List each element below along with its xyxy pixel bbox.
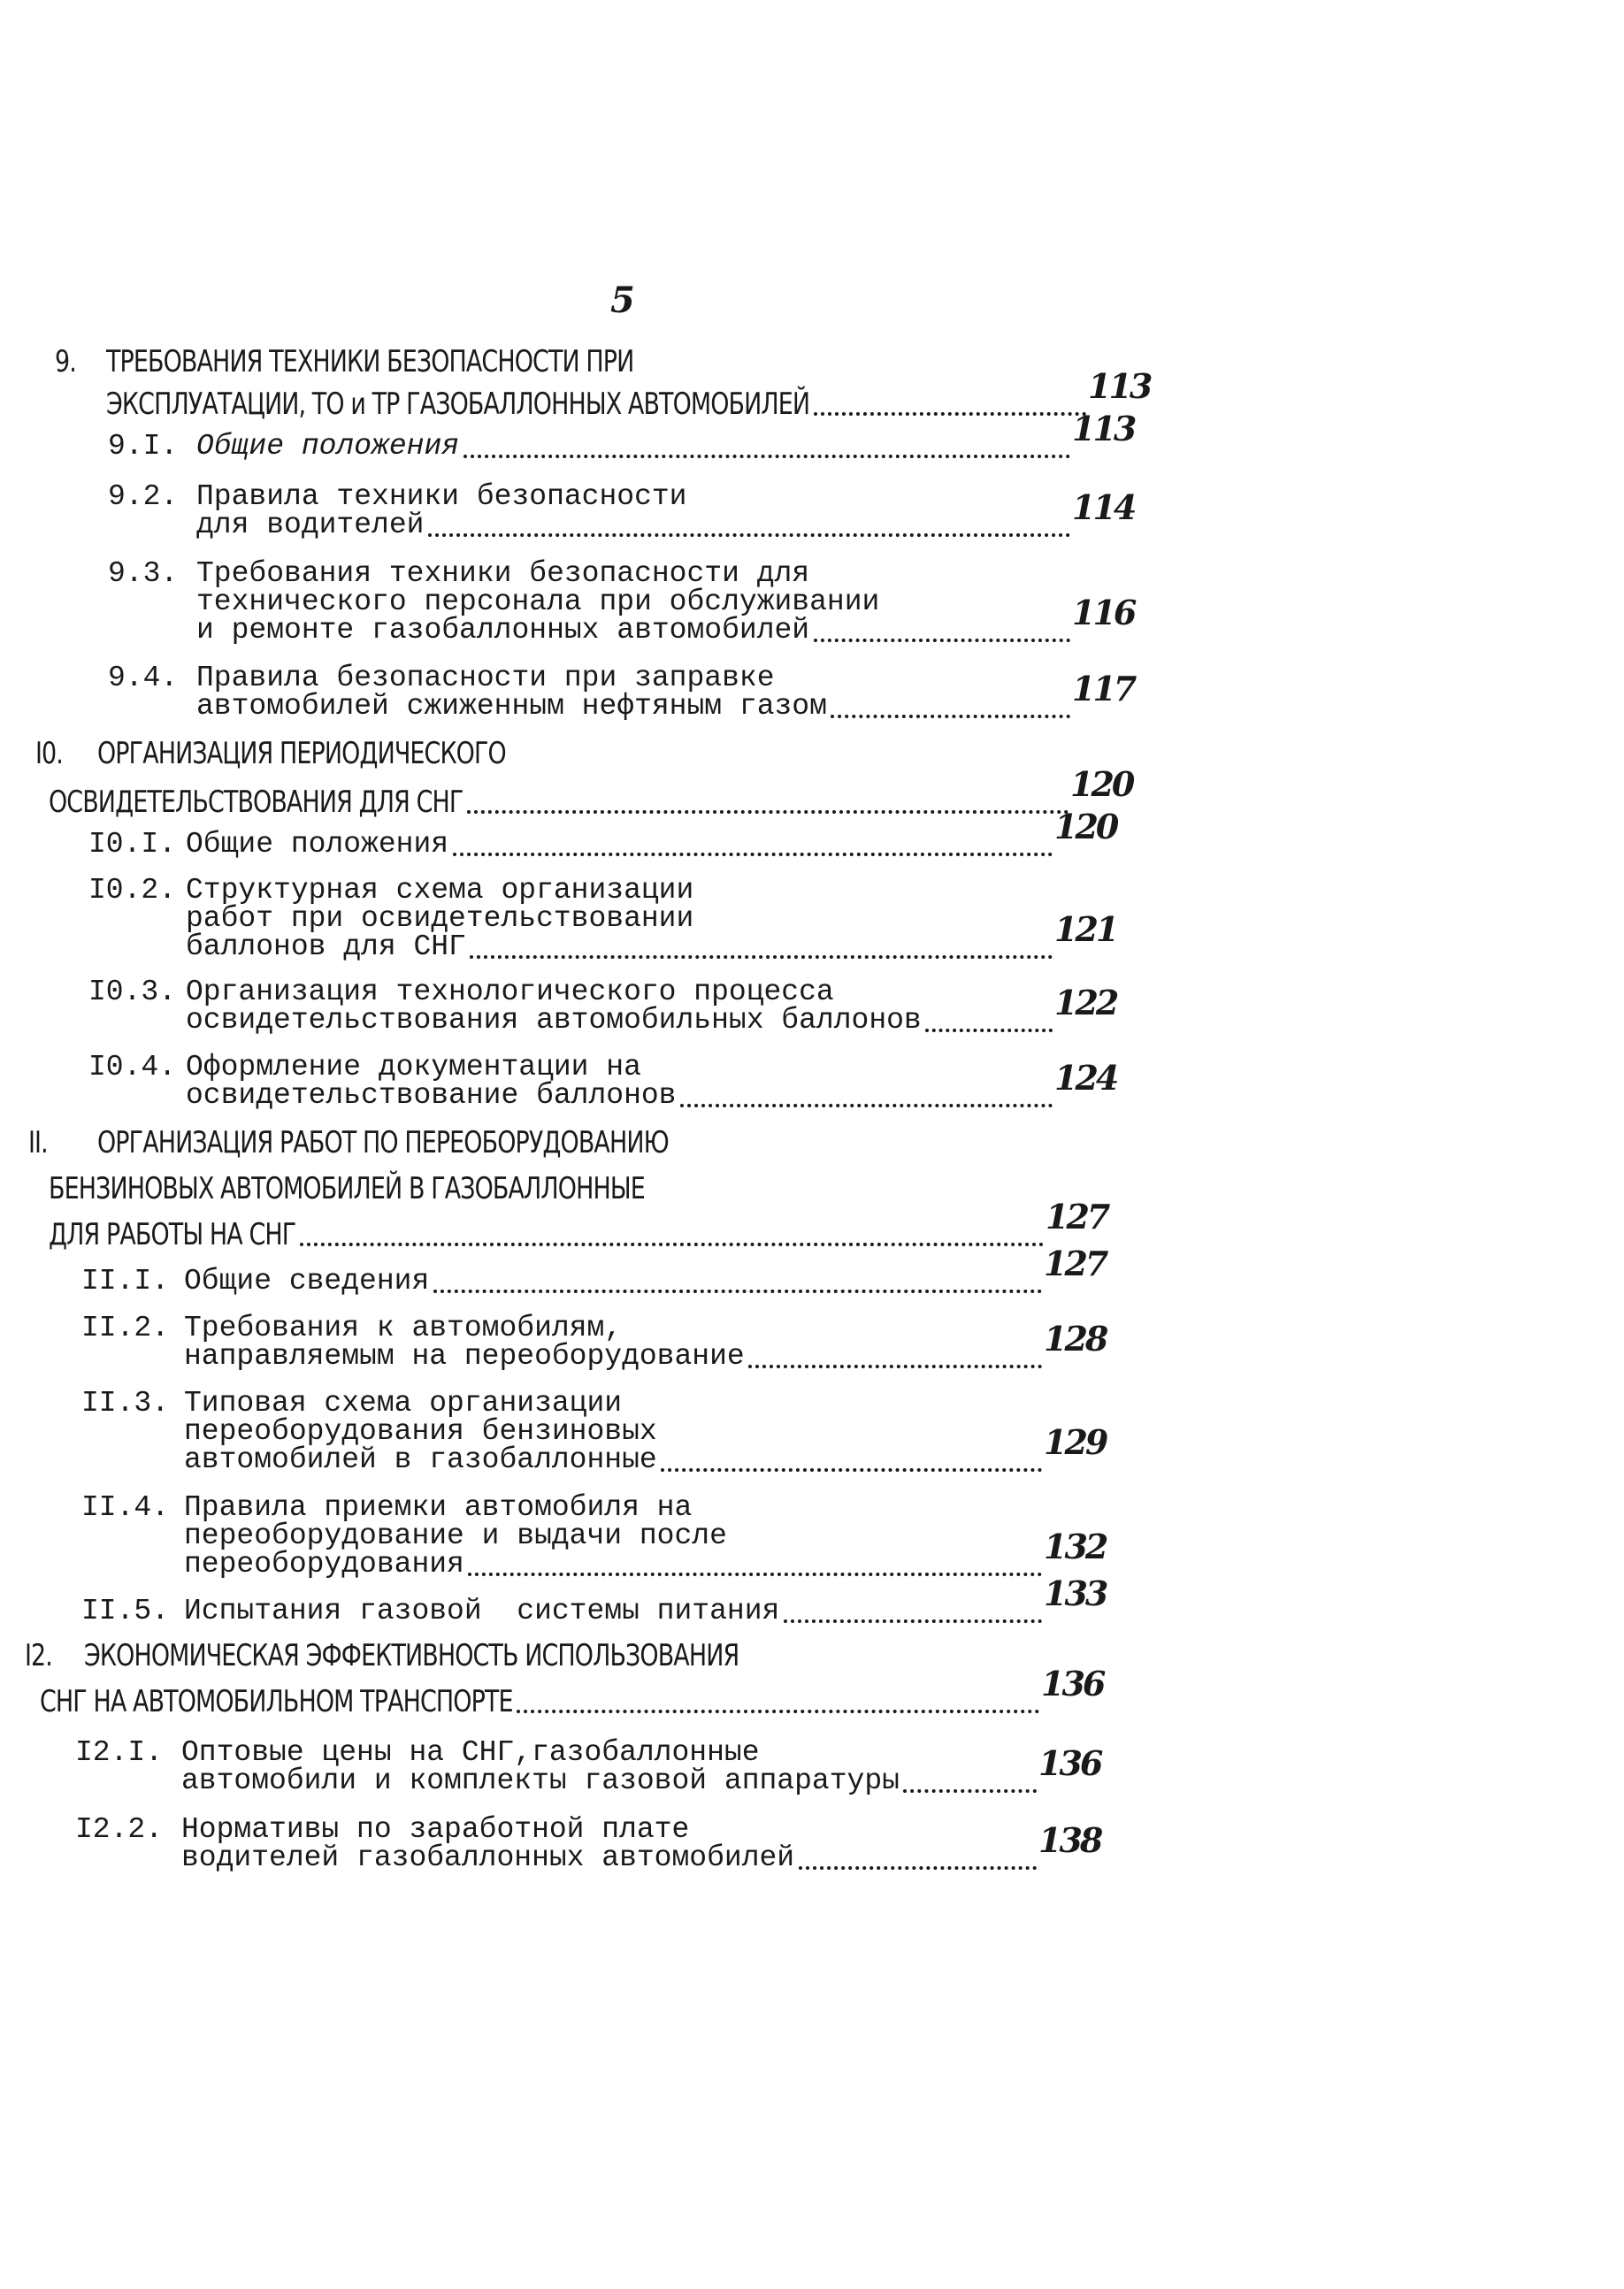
toc-title-line: переоборудование и выдачи после — [184, 1520, 727, 1552]
toc-title-line: Испытания газовой системы питания — [184, 1595, 780, 1627]
dot-leader — [661, 1468, 1042, 1472]
toc-title-line: и ремонте газобаллонных автомобилей — [196, 614, 810, 647]
toc-title-line: ЭКОНОМИЧЕСКАЯ ЭФФЕКТИВНОСТЬ ИСПОЛЬЗОВАНИЯ — [84, 1638, 739, 1673]
dot-leader — [831, 715, 1070, 718]
toc-title-line: Требования к автомобилям, — [184, 1312, 623, 1344]
toc-number: I2. — [25, 1638, 52, 1673]
toc-number: 9.2. — [108, 480, 179, 513]
toc-title-line: Общие положения — [186, 828, 449, 861]
toc-number: II.I. — [81, 1265, 170, 1298]
toc-page-number: 136 — [1038, 1743, 1101, 1783]
toc-number: I0.3. — [88, 976, 177, 1008]
toc-title-line: ОСВИДЕТЕЛЬСТВОВАНИЯ ДЛЯ СНГ — [49, 785, 463, 820]
toc-title-line: Общие положения — [196, 430, 460, 463]
toc-number: 9. — [55, 344, 76, 379]
dot-leader — [814, 639, 1070, 642]
dot-leader — [799, 1866, 1037, 1870]
toc-title-line: Требования техники безопасности для — [196, 557, 810, 590]
toc-title-line: Оптовые цены на СНГ,газобаллонные — [181, 1736, 760, 1769]
toc-title-line: ЭКСПЛУАТАЦИИ, ТО и ТР ГАЗОБАЛЛОННЫХ АВТОМОБИЛЕЙ — [106, 387, 810, 422]
toc-page-number: 128 — [1044, 1319, 1107, 1359]
toc-title-line: баллонов для СНГ — [186, 930, 466, 963]
toc-title-line: Правила приемки автомобиля на — [184, 1491, 693, 1524]
toc-page-number: 120 — [1070, 764, 1133, 804]
toc-page-number: 120 — [1054, 807, 1117, 846]
toc-page-number: 124 — [1054, 1058, 1117, 1098]
toc-title-line: переоборудования бензиновых — [184, 1415, 657, 1448]
toc-page-number: 113 — [1072, 409, 1135, 448]
toc-number: I0.4. — [88, 1051, 177, 1083]
toc-page-number: 116 — [1072, 593, 1135, 632]
toc-title-line: ОРГАНИЗАЦИЯ ПЕРИОДИЧЕСКОГО — [97, 736, 506, 771]
toc-title-line: ДЛЯ РАБОТЫ НА СНГ — [49, 1217, 296, 1252]
toc-number: II.2. — [81, 1312, 170, 1344]
toc-title-line: Организация технологического процесса — [186, 976, 834, 1008]
toc-page-number: 114 — [1072, 487, 1135, 527]
toc-number: II.3. — [81, 1387, 170, 1420]
toc-title-line: работ при освидетельствовании — [186, 902, 694, 935]
toc-page-number: 113 — [1088, 366, 1151, 406]
toc-page-number: 117 — [1072, 669, 1135, 708]
toc-page-number: 122 — [1054, 983, 1117, 1022]
toc-title-line: Нормативы по заработной плате — [181, 1813, 690, 1846]
toc-title-line: Общие сведения — [184, 1265, 430, 1298]
toc-number: 9.I. — [108, 430, 179, 463]
toc-title-line: СНГ НА АВТОМОБИЛЬНОМ ТРАНСПОРТЕ — [40, 1684, 513, 1719]
dot-leader — [517, 1710, 1039, 1713]
dot-leader — [748, 1365, 1042, 1368]
toc-page-number: 138 — [1038, 1820, 1101, 1860]
toc-title-line: переоборудования — [184, 1548, 464, 1581]
dot-leader — [463, 455, 1070, 458]
dot-leader — [903, 1789, 1037, 1793]
toc-page-number: 136 — [1041, 1664, 1104, 1703]
toc-title-line: автомобилей сжиженным нефтяным газом — [196, 690, 827, 723]
dot-leader — [784, 1619, 1042, 1623]
toc-number: II. — [28, 1125, 48, 1160]
toc-title-line: Правила техники безопасности — [196, 480, 687, 513]
toc-number: II.4. — [81, 1491, 170, 1524]
toc-title-line: ТРЕБОВАНИЯ ТЕХНИКИ БЕЗОПАСНОСТИ ПРИ — [106, 344, 634, 379]
toc-title-line: направляемым на переоборудование — [184, 1340, 745, 1373]
toc-page-number: 121 — [1054, 909, 1117, 949]
toc-title-line: БЕНЗИНОВЫХ АВТОМОБИЛЕЙ В ГАЗОБАЛЛОННЫЕ — [49, 1171, 645, 1206]
toc-title-line: Типовая схема организации — [184, 1387, 623, 1420]
toc-title-line: автомобили и комплекты газовой аппаратуры — [181, 1765, 900, 1797]
toc-number: I0.2. — [88, 874, 177, 907]
toc-page-number: 133 — [1044, 1573, 1107, 1613]
toc-number: II.5. — [81, 1595, 170, 1627]
toc-title-line: для водителей — [196, 509, 425, 541]
toc-page-number: 129 — [1044, 1422, 1107, 1462]
toc-title-line: водителей газобаллонных автомобилей — [181, 1841, 795, 1874]
dot-leader — [300, 1243, 1044, 1246]
dot-leader — [453, 853, 1053, 856]
dot-leader — [433, 1290, 1042, 1293]
toc-number: I0.I. — [88, 828, 177, 861]
dot-leader — [468, 1573, 1042, 1576]
page-number: 5 — [610, 279, 635, 321]
toc-title-line: Структурная схема организации — [186, 874, 694, 907]
toc-title-line: ОРГАНИЗАЦИЯ РАБОТ ПО ПЕРЕОБОРУДОВАНИЮ — [97, 1125, 669, 1160]
toc-title-line: технического персонала при обслуживании — [196, 586, 880, 618]
dot-leader — [814, 412, 1086, 416]
dot-leader — [680, 1104, 1053, 1107]
dot-leader — [470, 955, 1053, 959]
toc-title-line: освидетельствования автомобильных баллонов — [186, 1004, 922, 1037]
toc-title-line: освидетельствование баллонов — [186, 1079, 677, 1112]
toc-number: I2.2. — [75, 1813, 164, 1846]
toc-number: I2.I. — [75, 1736, 164, 1769]
toc-title-line: Оформление документации на — [186, 1051, 641, 1083]
toc-title-line: Правила безопасности при заправке — [196, 662, 775, 694]
toc-page-number: 127 — [1046, 1197, 1108, 1236]
dot-leader — [467, 810, 1069, 814]
toc-page-number: 127 — [1044, 1244, 1107, 1283]
toc-title-line: автомобилей в газобаллонные — [184, 1443, 657, 1476]
dot-leader — [428, 533, 1070, 537]
toc-number: I0. — [35, 736, 63, 771]
dot-leader — [925, 1029, 1053, 1032]
toc-page-number: 132 — [1044, 1527, 1107, 1566]
toc-number: 9.4. — [108, 662, 179, 694]
toc-number: 9.3. — [108, 557, 179, 590]
